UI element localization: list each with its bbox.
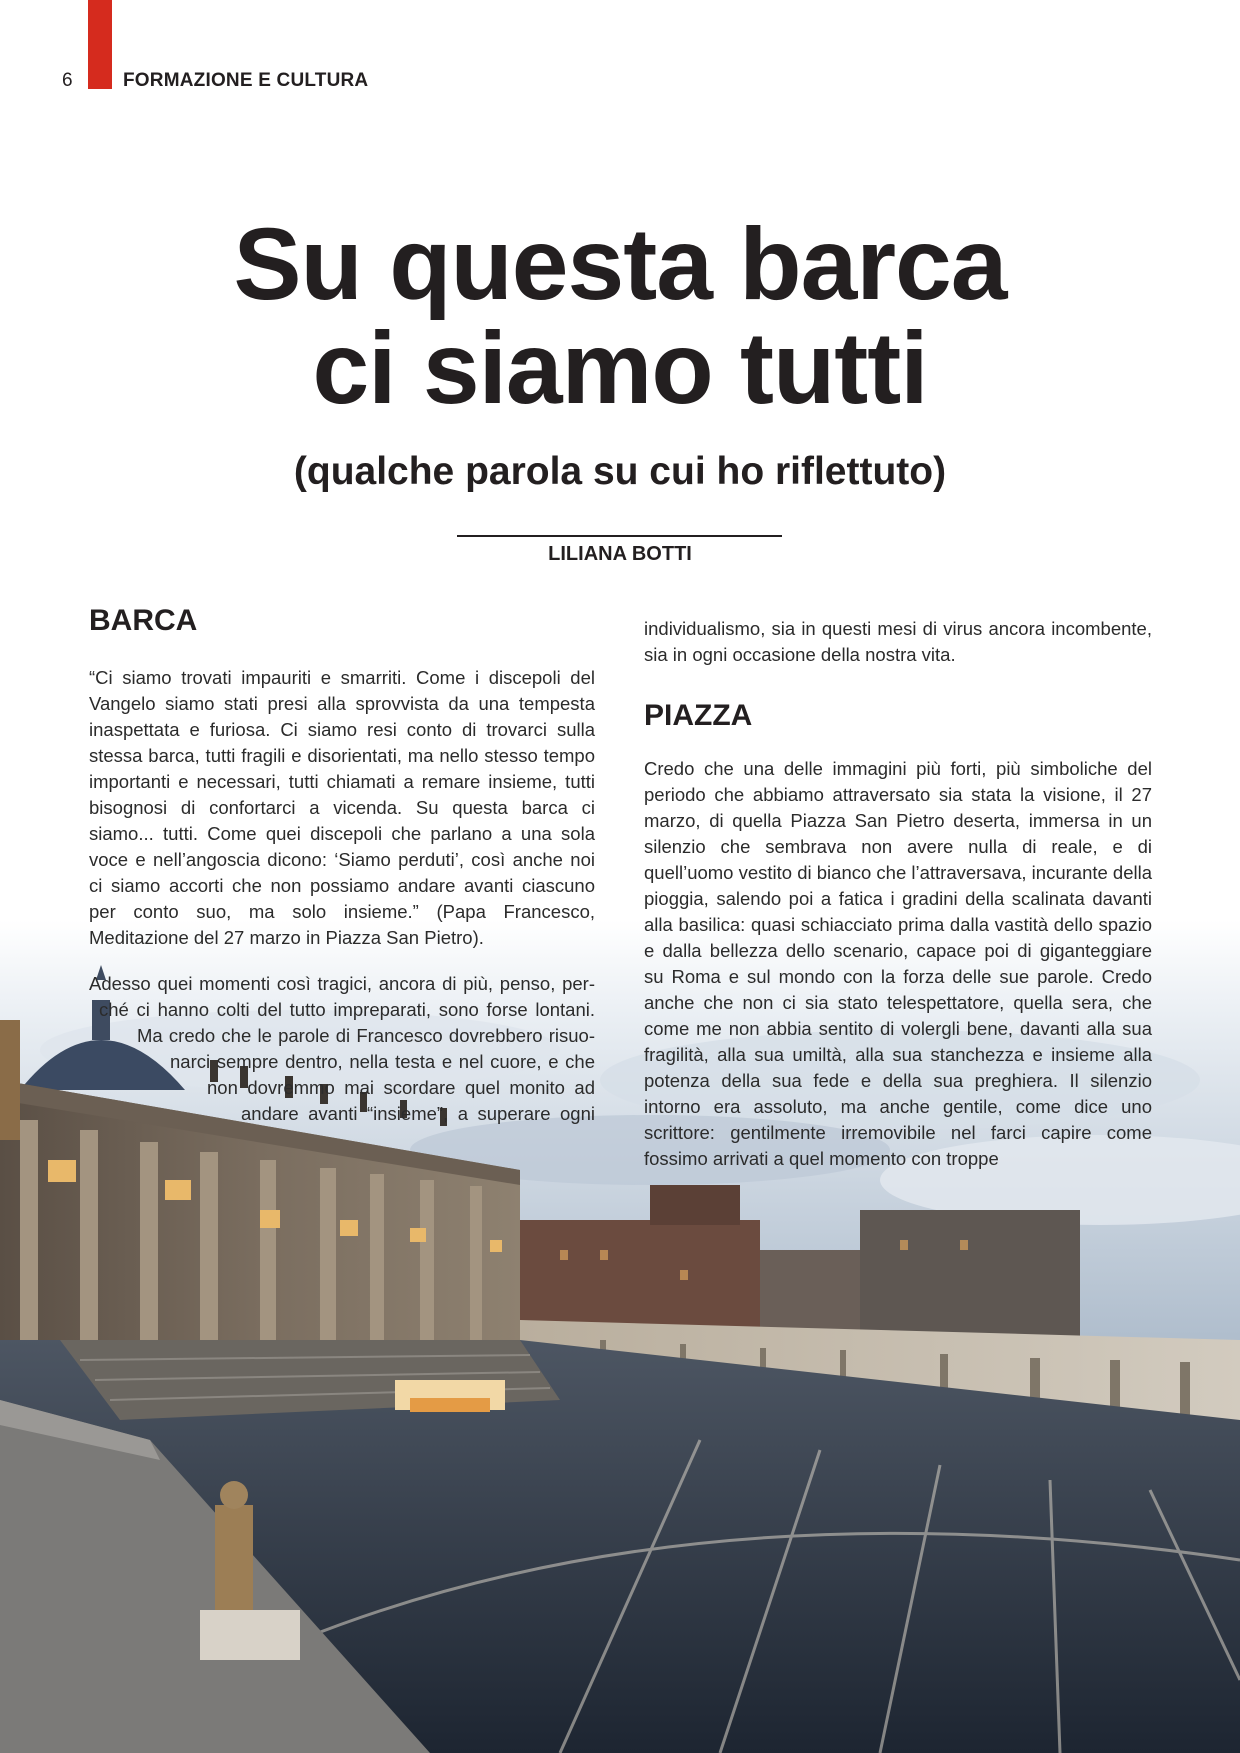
title-line-1: Su questa barca [233, 207, 1007, 321]
text-line: Adesso quei momenti così tragici, ancora di più, penso, per- [89, 973, 595, 994]
article-title [0, 207, 1240, 425]
heading-barca: BARCA [89, 604, 198, 637]
title-line-2: ci siamo tutti [312, 311, 928, 425]
page-number: 6 [62, 70, 73, 91]
author-divider [457, 535, 782, 537]
section-label: FORMAZIONE E CULTURA [123, 70, 369, 91]
text-line: narci sempre dentro, nella testa e nel cuore, e che [170, 1051, 595, 1072]
paragraph-continuation: individualismo, sia in questi mesi di virus ancora incombente, sia in ogni occasione della nostra vita. [644, 618, 1152, 665]
paragraph-barca-quote: “Ci siamo trovati impauriti e smarriti. Come i discepoli del Vangelo siamo stati presi alla sprovvista da una tempesta inaspettata e furiosa. Ci siamo resi conto di trovarci sulla stessa barca, tutti fragili e disorientati, ma nello stesso tempo importanti e necessari, tutti chiamati a remare insieme, tutti bisognosi di confortarci a vicenda. Su questa barca ci siamo... tutti. Come quei discepoli che parlano a una sola voce e nell’angoscia dicono: ‘Siamo perduti’, così anche noi ci siamo accorti che non possiamo andare avanti ciascuno per conto suo, ma solo insieme.” (Papa Francesco, Meditazione del 27 marzo in Piazza San Pietro). [89, 667, 595, 948]
right-column [644, 616, 1152, 1172]
article-subtitle: (qualche parola su cui ho riflettuto) [293, 450, 947, 493]
section-color-bar [88, 0, 112, 89]
paragraph-barca-reflection [89, 971, 595, 1127]
paragraph-piazza: Credo che una delle immagini più forti, più simboliche del periodo che abbiamo attraversato sia stata la visione, il 27 marzo, di quella Piazza San Pietro deserta, immersa in un silenzio che sembrava non avere nulla di reale, e di quell’uomo vestito di bianco che l’attraversava, incurante della pioggia, salendo poi a fatica i gradini della scalinata davanti alla basilica: quasi schiacciato prima dalla vastità dello spazio e dalla bellezza dello scenario, capace poi di giganteggiare su Roma e sul mondo con la forza delle sue parole. Credo anche che non ci sia stato telespettatore, quella sera, che come me non abbia sentito di volergli bene, davanti alla sua fragilità, alla sua umiltà, alla sua stanchezza e insieme alla potenza della sua fede e della sua preghiera. Il silenzio intorno era assoluto, ma anche gentile, come dice uno scrittore: gentilmente irremovibile nel farci capire come fossimo arrivati a quel momento con troppe [644, 758, 1153, 1169]
text-line: andare avanti “insieme”, a superare ogni [241, 1103, 595, 1124]
article-author: LILIANA BOTTI [548, 543, 692, 565]
heading-piazza: PIAZZA [644, 699, 753, 732]
text-line: Ma credo che le parole di Francesco dovrebbero risuo- [137, 1025, 595, 1046]
text-line: non dovremmo mai scordare quel monito ad [207, 1077, 595, 1098]
left-column [89, 603, 595, 1127]
text-line: ché ci hanno colti del tutto impreparati, sono forse lontani. [99, 999, 595, 1020]
